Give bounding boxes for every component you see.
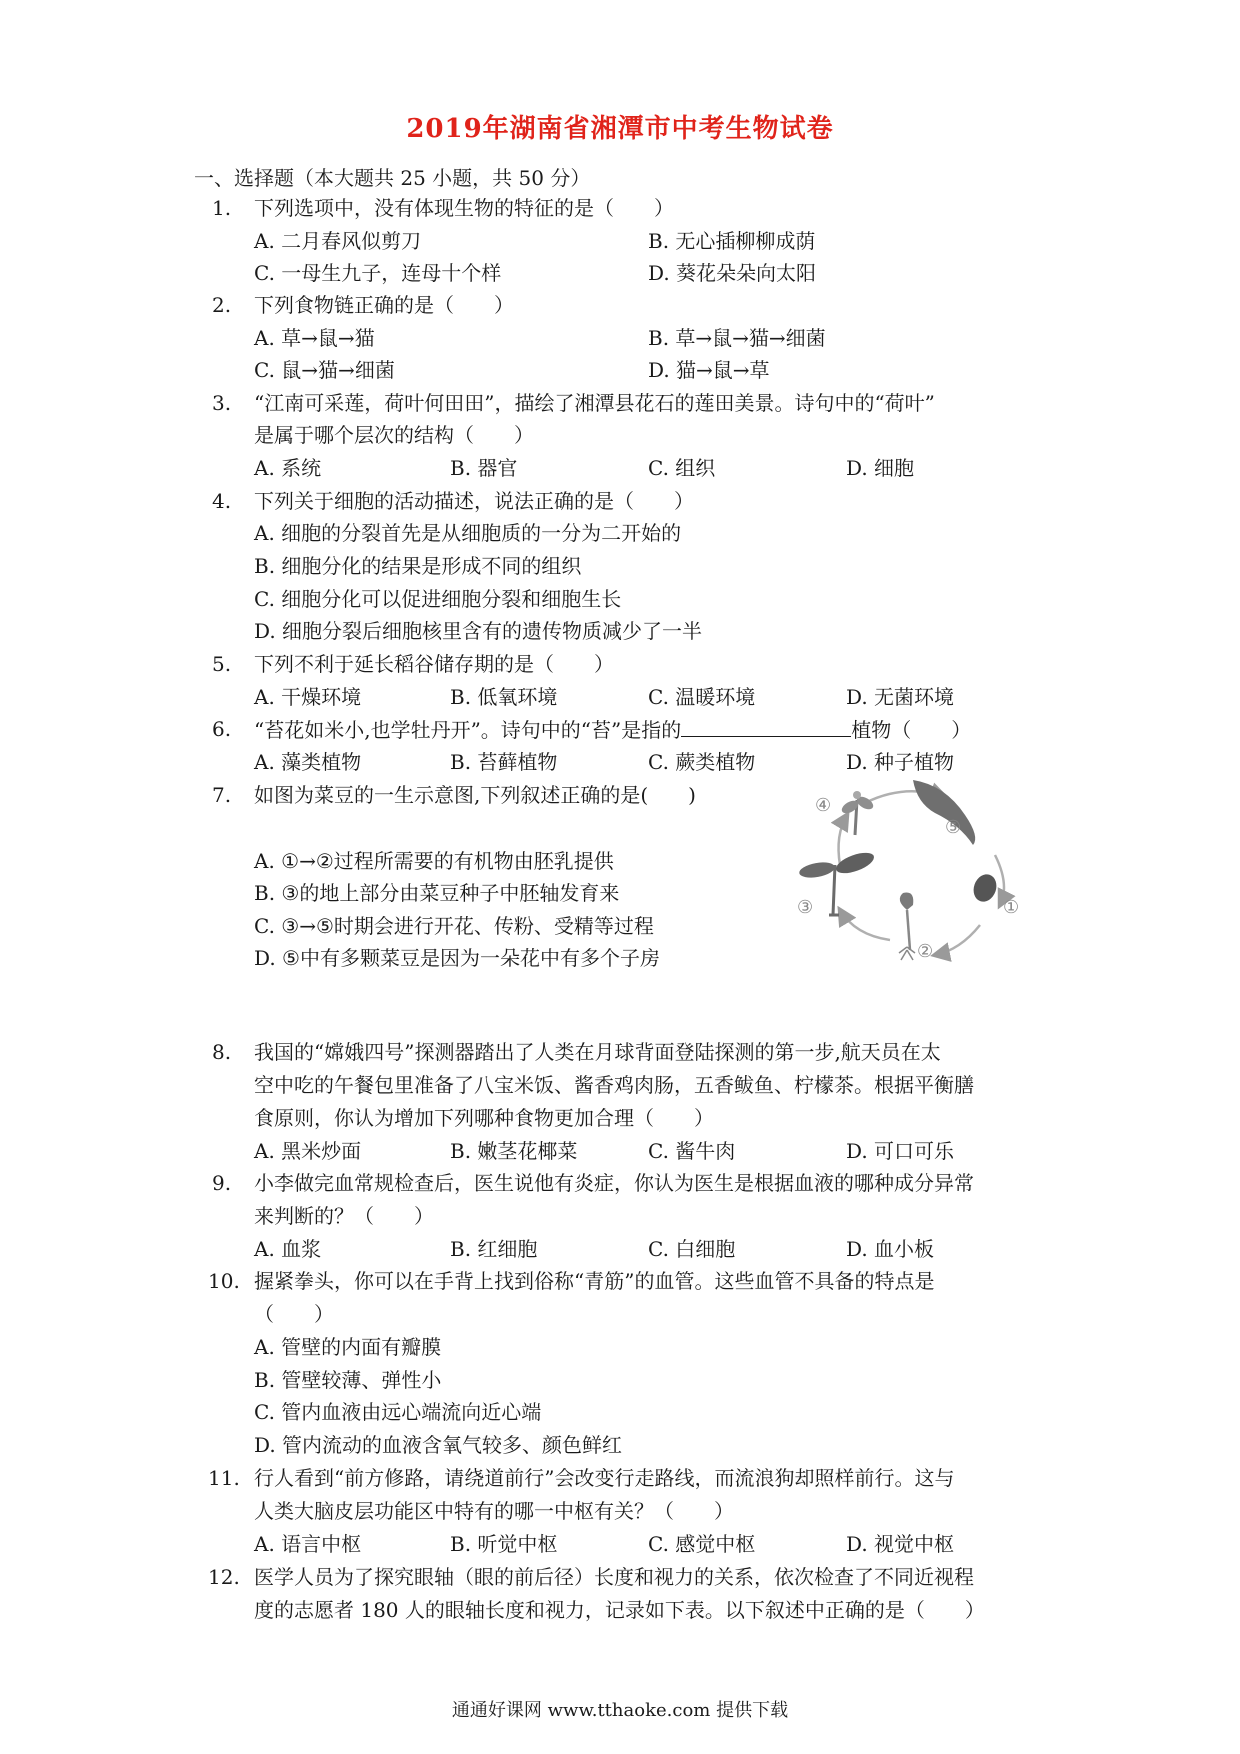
section-heading: 一、选择题（本大题共 25 小题，共 50 分） — [194, 166, 591, 190]
option-c[interactable]: C. 一母生九子，连母十个样 — [254, 261, 502, 285]
question-stem-tail: 植物（ ） — [851, 718, 972, 742]
question-stem-cont: 度的志愿者 180 人的眼轴长度和视力，记录如下表。以下叙述中正确的是（ ） — [254, 1598, 985, 1622]
option-c[interactable]: C. 白细胞 — [648, 1237, 736, 1261]
question-stem: 行人看到“前方修路，请绕道前行”会改变行走路线，而流浪狗却照样前行。这与 — [254, 1466, 955, 1490]
option-d[interactable]: D. 葵花朵朵向太阳 — [648, 261, 817, 285]
option-b[interactable]: B. 管壁较薄、弹性小 — [254, 1368, 442, 1392]
question-stem-cont: （ ） — [254, 1302, 334, 1326]
flowering-plant-shape — [840, 791, 876, 835]
question-number: 1. — [212, 196, 232, 220]
option-c[interactable]: C. 鼠→猫→细菌 — [254, 358, 395, 382]
option-d[interactable]: D. ⑤中有多颗菜豆是因为一朵花中有多个子房 — [254, 946, 660, 970]
option-c[interactable]: C. 管内血液由远心端流向近心端 — [254, 1400, 542, 1424]
bean-seed-shape — [970, 871, 1000, 905]
question-stem: 医学人员为了探究眼轴（眼的前后径）长度和视力的关系，依次检查了不同近视程 — [254, 1565, 974, 1589]
cycle-arrow — [839, 815, 847, 865]
option-d[interactable]: D. 无菌环境 — [846, 685, 955, 709]
question-stem-cont: 空中吃的午餐包里准备了八宝米饭、酱香鸡肉肠，五香鲅鱼、柠檬茶。根据平衡膳 — [254, 1073, 974, 1097]
page-title: 2019年湖南省湘潭市中考生物试卷 — [406, 114, 834, 144]
question-stem-cont: 人类大脑皮层功能区中特有的哪一中枢有关？（ ） — [254, 1499, 734, 1523]
option-b[interactable]: B. 苔藓植物 — [450, 750, 558, 774]
question-number: 12. — [208, 1565, 240, 1589]
germinating-seed-shape — [899, 893, 915, 961]
question-number: 10. — [208, 1269, 240, 1293]
option-b[interactable]: B. 无心插柳柳成荫 — [648, 229, 816, 253]
cycle-arrow — [840, 910, 890, 940]
option-a[interactable]: A. 语言中枢 — [254, 1532, 362, 1556]
question-stem: 握紧拳头，你可以在手背上找到俗称“青筋”的血管。这些血管不具备的特点是 — [254, 1269, 935, 1293]
question-number: 9. — [212, 1171, 232, 1195]
option-c[interactable]: C. 蕨类植物 — [648, 750, 756, 774]
option-c[interactable]: C. 感觉中枢 — [648, 1532, 756, 1556]
option-a[interactable]: A. 管壁的内面有瓣膜 — [254, 1335, 442, 1359]
figure-label-5: ⑤ — [945, 817, 962, 838]
option-d[interactable]: D. 血小板 — [846, 1237, 935, 1261]
option-b[interactable]: B. 听觉中枢 — [450, 1532, 558, 1556]
question-stem: “江南可采莲，荷叶何田田”，描绘了湘潭县花石的莲田美景。诗句中的“荷叶” — [254, 391, 935, 415]
question-number: 2. — [212, 293, 232, 317]
question-stem-cont: 食原则，你认为增加下列哪种食物更加合理（ ） — [254, 1106, 714, 1130]
option-c[interactable]: C. 细胞分化可以促进细胞分裂和细胞生长 — [254, 587, 622, 611]
option-d[interactable]: D. 细胞分裂后细胞核里含有的遗传物质减少了一半 — [254, 619, 703, 643]
question-number: 4. — [212, 489, 232, 513]
option-b[interactable]: B. 低氧环境 — [450, 685, 558, 709]
bean-life-cycle-figure — [795, 775, 1040, 965]
figure-label-4: ④ — [815, 795, 832, 816]
option-d[interactable]: D. 细胞 — [846, 456, 915, 480]
option-a[interactable]: A. 二月春风似剪刀 — [254, 229, 422, 253]
question-stem: 小李做完血常规检查后，医生说他有炎症，你认为医生是根据血液的哪种成分异常 — [254, 1171, 974, 1195]
question-stem: 如图为菜豆的一生示意图,下列叙述正确的是( ) — [254, 783, 696, 807]
figure-label-2: ② — [917, 941, 934, 962]
option-a[interactable]: A. 血浆 — [254, 1237, 322, 1261]
option-b[interactable]: B. 嫩茎花椰菜 — [450, 1139, 578, 1163]
answer-blank[interactable] — [681, 716, 851, 737]
option-d[interactable]: D. 种子植物 — [846, 750, 955, 774]
question-number: 7. — [212, 783, 232, 807]
option-b[interactable]: B. 红细胞 — [450, 1237, 538, 1261]
question-stem-cont: 来判断的？（ ） — [254, 1204, 434, 1228]
option-d[interactable]: D. 视觉中枢 — [846, 1532, 955, 1556]
question-number: 6. — [212, 717, 232, 741]
question-stem: 我国的“嫦娥四号”探测器踏出了人类在月球背面登陆探测的第一步,航天员在太 — [254, 1040, 941, 1064]
cycle-arrow — [935, 925, 980, 955]
option-c[interactable]: C. 温暖环境 — [648, 685, 756, 709]
option-d[interactable]: D. 可口可乐 — [846, 1139, 955, 1163]
option-a[interactable]: A. 细胞的分裂首先是从细胞质的一分为二开始的 — [254, 521, 682, 545]
option-c[interactable]: C. ③→⑤时期会进行开花、传粉、受精等过程 — [254, 914, 654, 938]
question-stem: 下列不利于延长稻谷储存期的是（ ） — [254, 652, 614, 676]
option-a[interactable]: A. 干燥环境 — [254, 685, 362, 709]
option-a[interactable]: A. ①→②过程所需要的有机物由胚乳提供 — [254, 849, 614, 873]
option-a[interactable]: A. 黑米炒面 — [254, 1139, 362, 1163]
figure-label-1: ① — [1003, 897, 1020, 918]
figure-label-3: ③ — [797, 897, 814, 918]
option-b[interactable]: B. ③的地上部分由菜豆种子中胚轴发育来 — [254, 881, 620, 905]
question-stem: 下列关于细胞的活动描述，说法正确的是（ ） — [254, 489, 694, 513]
option-d[interactable]: D. 猫→鼠→草 — [648, 358, 770, 382]
question-number: 8. — [212, 1040, 232, 1064]
option-b[interactable]: B. 草→鼠→猫→细菌 — [648, 326, 826, 350]
option-b[interactable]: B. 器官 — [450, 456, 518, 480]
option-a[interactable]: A. 系统 — [254, 456, 322, 480]
option-a[interactable]: A. 藻类植物 — [254, 750, 362, 774]
page-footer: 通通好课网 www.tthaoke.com 提供下载 — [451, 1700, 789, 1721]
question-number: 5. — [212, 652, 232, 676]
option-b[interactable]: B. 细胞分化的结果是形成不同的组织 — [254, 554, 582, 578]
option-c[interactable]: C. 酱牛肉 — [648, 1139, 736, 1163]
option-c[interactable]: C. 组织 — [648, 456, 716, 480]
question-stem-cont: 是属于哪个层次的结构（ ） — [254, 423, 534, 447]
question-stem: 下列食物链正确的是（ ） — [254, 293, 514, 317]
question-number: 11. — [208, 1466, 240, 1490]
option-a[interactable]: A. 草→鼠→猫 — [254, 326, 375, 350]
question-stem: “苔花如米小,也学牡丹开”。诗句中的“苔”是指的 — [254, 718, 682, 742]
option-d[interactable]: D. 管内流动的血液含氧气较多、颜色鲜红 — [254, 1433, 623, 1457]
question-number: 3. — [212, 391, 232, 415]
question-stem: 下列选项中，没有体现生物的特征的是（ ） — [254, 196, 674, 220]
